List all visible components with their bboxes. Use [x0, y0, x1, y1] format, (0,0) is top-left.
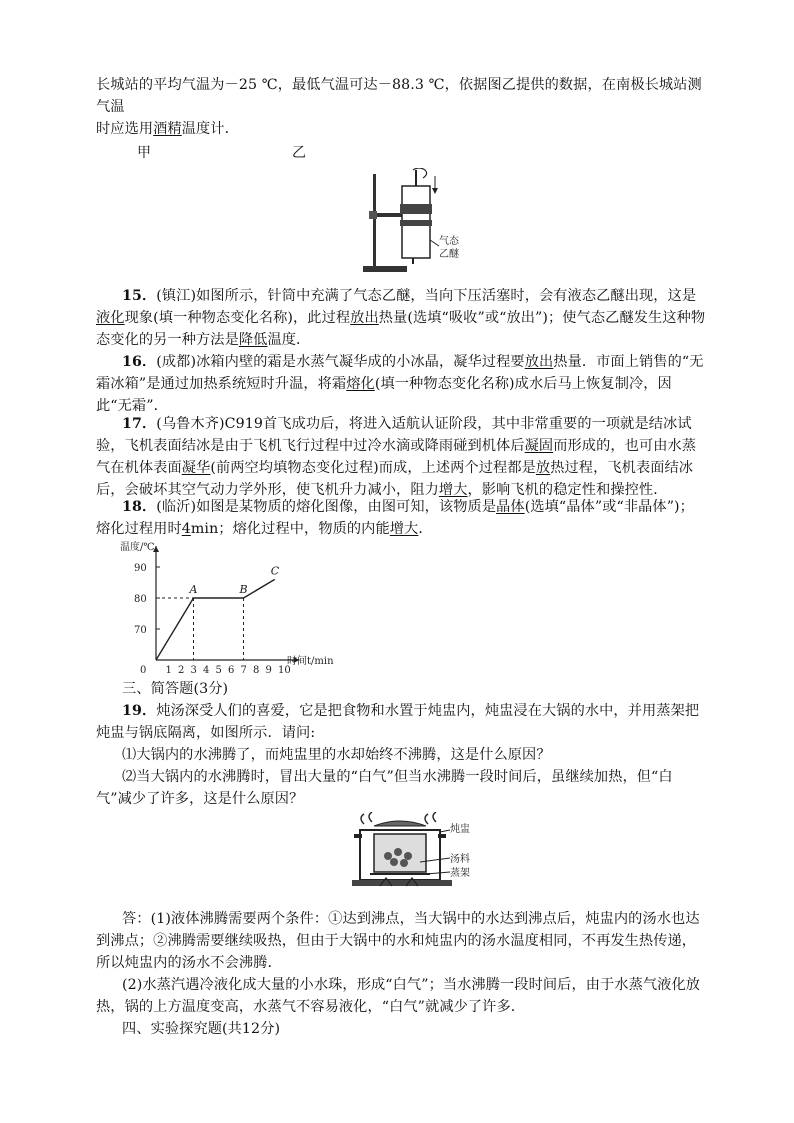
- answer-blank: 酒精: [153, 121, 182, 137]
- x-tick-label: 4: [203, 665, 210, 675]
- x-tick-label: 1: [165, 665, 172, 675]
- x-tick-label: 9: [265, 665, 272, 675]
- question-16: 16．(成都)冰箱内壁的霜是水蒸气凝华成的小冰晶，凝华过程要放出热量．市面上销售的“无霜冰箱”是通过加热系统短时升温，将霜熔化(填一种物态变化名称)成水后马上恢复制冷，因此“无霜”．: [96, 354, 704, 414]
- y-tick-label: 80: [134, 594, 147, 605]
- answer-blank: 晶体: [496, 499, 525, 515]
- figure-label-jia: 甲: [137, 145, 151, 161]
- answer-blank: 增大: [389, 521, 419, 537]
- figure-label-yi: 乙: [292, 145, 306, 161]
- x-tick-label: 6: [228, 665, 235, 675]
- answer-2: (2)水蒸汽遇冷液化成大量的小水珠，形成“白气”；当水沸腾一段时间后，由于水蒸气液化放热，锅的上方温度变高，水蒸气不容易液化，“白气”就减少了许多．: [96, 977, 701, 1015]
- intro-paragraph: 长城站的平均气温为－25 ℃，最低气温可达－88.3 ℃，依据图乙提供的数据，在南极长城站测气温 时应选用酒精温度计．: [96, 77, 702, 137]
- point-label: B: [239, 583, 248, 596]
- pot-label-steamer-rack: 蒸架: [450, 868, 470, 879]
- question-19-sub-1: ⑴大锅内的水沸腾了，而炖盅里的水却始终不沸腾，这是什么原因？: [122, 747, 551, 763]
- answer-blank: 凝华: [181, 460, 211, 476]
- melting-curve-chart: [118, 540, 348, 675]
- y-tick-label: 70: [134, 625, 147, 636]
- question-19-stem: 19．炖汤深受人们的喜爱，它是把食物和水置于炖盅内，炖盅浸在大锅的水中，并用蒸架把炖盅与锅底隔离，如图所示．请问:: [96, 703, 700, 741]
- answer-blank: 熔化: [346, 376, 375, 392]
- question-19-sub-2: ⑵当大锅内的水沸腾时，冒出大量的“白气”但当水沸腾一段时间后，虽继续加热，但“白气”减少了许多，这是什么原因？: [96, 769, 673, 807]
- stew-pot-figure: [350, 812, 480, 892]
- section-3-title: 三、简答题(3分): [122, 681, 229, 697]
- answer-blank: 凝固: [524, 438, 554, 454]
- answer-blank: 增大: [438, 482, 468, 498]
- answer-blank: 放: [535, 460, 551, 476]
- x-tick-label: 0: [140, 665, 147, 675]
- point-label: C: [270, 564, 280, 578]
- answer-blank: 放出: [524, 354, 554, 370]
- x-axis-label: 时间t/min: [287, 656, 334, 667]
- x-tick-label: 10: [278, 665, 291, 675]
- melting-curve-line: [156, 579, 275, 660]
- x-tick-label: 3: [190, 665, 197, 675]
- answer-blank: 液化: [96, 310, 125, 326]
- question-18: 18．(临沂)如图是某物质的熔化图像，由图可知，该物质是晶体(选填“晶体”或“非晶体”)；熔化过程用时4min；熔化过程中，物质的内能增大．: [96, 499, 694, 537]
- question-17: 17．(乌鲁木齐)C919首飞成功后，将进入适航认证阶段，其中非常重要的一项就是结冰试验，飞机表面结冰是由于飞机飞行过程中过冷水滴或降雨碰到机体后凝固而形成的，也可由水蒸气在机体表面凝华(前两空均填物态变化过程)而成，上述两个过程都是放热过程，飞机表面结冰后，会破坏其空气动力学外形，使飞机升力减小，阻力增大，影响飞机的稳定性和操控性．: [96, 416, 697, 498]
- question-15: 15．(镇江)如图所示，针筒中充满了气态乙醚，当向下压活塞时，会有液态乙醚出现，这是液化现象(填一种物态变化名称)，此过程放出热量(选填“吸收”或“放出”)；使气态乙醚发生这种物态变化的另一种方法是降低温度．: [96, 288, 706, 348]
- pot-label-stew-pot: 炖盅: [450, 824, 470, 835]
- x-tick-label: 2: [178, 665, 185, 675]
- answer-blank: 放出: [350, 310, 379, 326]
- section-4-title: 四、实验探究题(共12分): [122, 1021, 281, 1037]
- answer-blank: 降低: [238, 332, 268, 348]
- intro-line-1: 长城站的平均气温为－25 ℃，最低气温可达－88.3 ℃，依据图乙提供的数据，在南极长城站测气温: [96, 77, 702, 115]
- x-tick-label: 5: [215, 665, 222, 675]
- gas-label-1: 气态: [439, 236, 459, 247]
- answer-1: 答：(1)液体沸腾需要两个条件：①达到沸点，当大锅中的水达到沸点后，炖盅内的汤水也达到沸点；②沸腾需要继续吸热，但由于大锅中的水和炖盅内的汤水温度相同，不再发生热传递，所以炖盅内的汤水不会沸腾．: [96, 911, 700, 971]
- y-tick-label: 90: [134, 563, 147, 574]
- gas-label-2: 乙醚: [439, 249, 459, 260]
- x-tick-label: 8: [253, 665, 260, 675]
- point-label: A: [189, 583, 198, 596]
- answer-blank: 4: [181, 521, 191, 537]
- pot-label-soup: 汤料: [450, 854, 470, 865]
- y-axis-label: 温度/℃: [120, 542, 155, 553]
- syringe-apparatus-figure: [355, 168, 465, 276]
- x-tick-label: 7: [240, 665, 247, 675]
